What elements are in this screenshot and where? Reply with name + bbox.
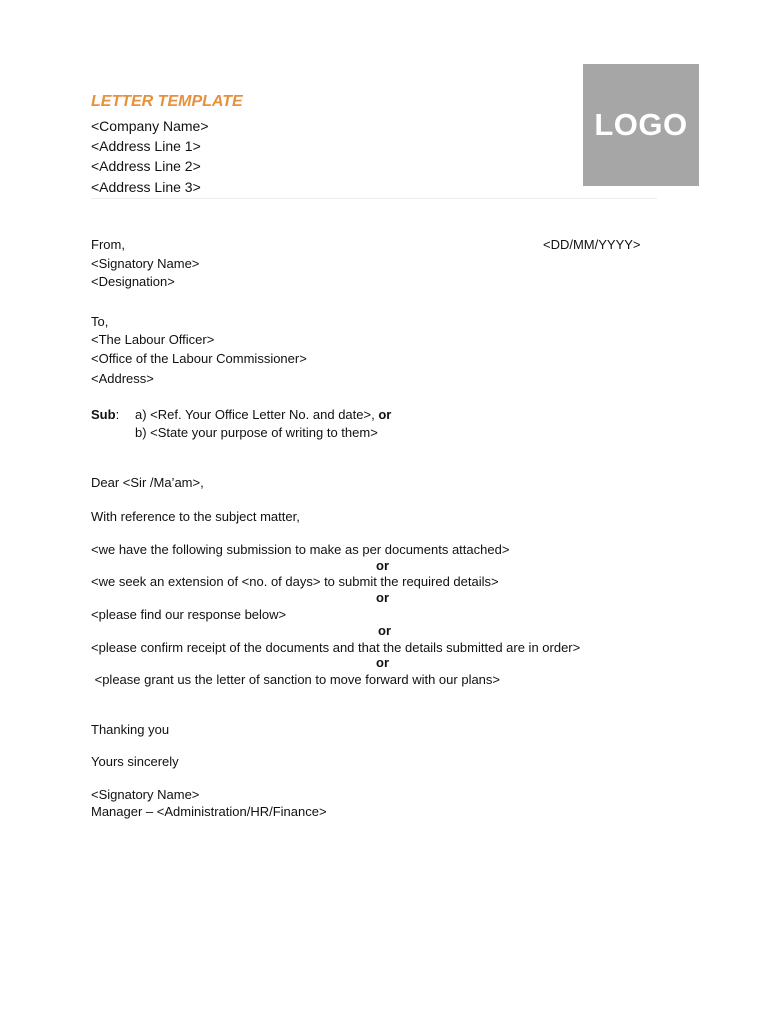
option-line-3: <please find our response below> <box>91 607 287 622</box>
subject-line-a-text: a) <Ref. Your Office Letter No. and date>, <box>135 407 375 422</box>
option-line-2: <we seek an extension of <no. of days> to submit the required details> <box>91 574 499 589</box>
sign-off: Yours sincerely <box>91 754 179 769</box>
address-line-2: <Address Line 2> <box>91 158 201 174</box>
address-line-3: <Address Line 3> <box>91 179 201 195</box>
to-recipient: <The Labour Officer> <box>91 332 215 347</box>
subject-line-b: b) <State your purpose of writing to them> <box>135 425 378 440</box>
thanks-line: Thanking you <box>91 722 170 737</box>
option-line-1: <we have the following submission to make as per documents attached> <box>91 542 510 557</box>
closing-signatory: <Signatory Name> <box>91 787 200 802</box>
subject-line-a <box>135 406 391 423</box>
or-separator-2: or <box>376 590 389 605</box>
to-office: <Office of the Labour Commissioner> <box>91 351 307 366</box>
from-label: From, <box>91 237 125 252</box>
header-divider <box>91 198 657 199</box>
letter-date: <DD/MM/YYYY> <box>543 237 641 252</box>
from-designation: <Designation> <box>91 274 175 289</box>
or-separator-4: or <box>376 655 389 670</box>
reference-line: With reference to the subject matter, <box>91 509 300 524</box>
greeting: Dear <Sir /Ma’am>, <box>91 475 204 490</box>
document-title: LETTER TEMPLATE <box>91 93 243 110</box>
closing-title: Manager – <Administration/HR/Finance> <box>91 804 327 819</box>
option-line-4: <please confirm receipt of the documents and that the details submitted are in order> <box>91 640 581 655</box>
logo-placeholder <box>583 64 699 186</box>
from-signatory: <Signatory Name> <box>91 256 200 271</box>
option-line-5: <please grant us the letter of sanction to move forward with our plans> <box>91 672 501 687</box>
subject-colon: : <box>115 407 120 422</box>
to-address: <Address> <box>91 371 154 386</box>
logo-text: LOGO <box>594 107 688 142</box>
or-separator-3: or <box>378 623 391 638</box>
or-separator-1: or <box>376 558 389 573</box>
subject-label-line <box>91 406 119 423</box>
to-label: To, <box>91 314 109 329</box>
subject-line-a-or: or <box>378 407 392 422</box>
subject-label: Sub <box>91 407 116 422</box>
company-name: <Company Name> <box>91 118 209 134</box>
address-line-1: <Address Line 1> <box>91 138 201 154</box>
